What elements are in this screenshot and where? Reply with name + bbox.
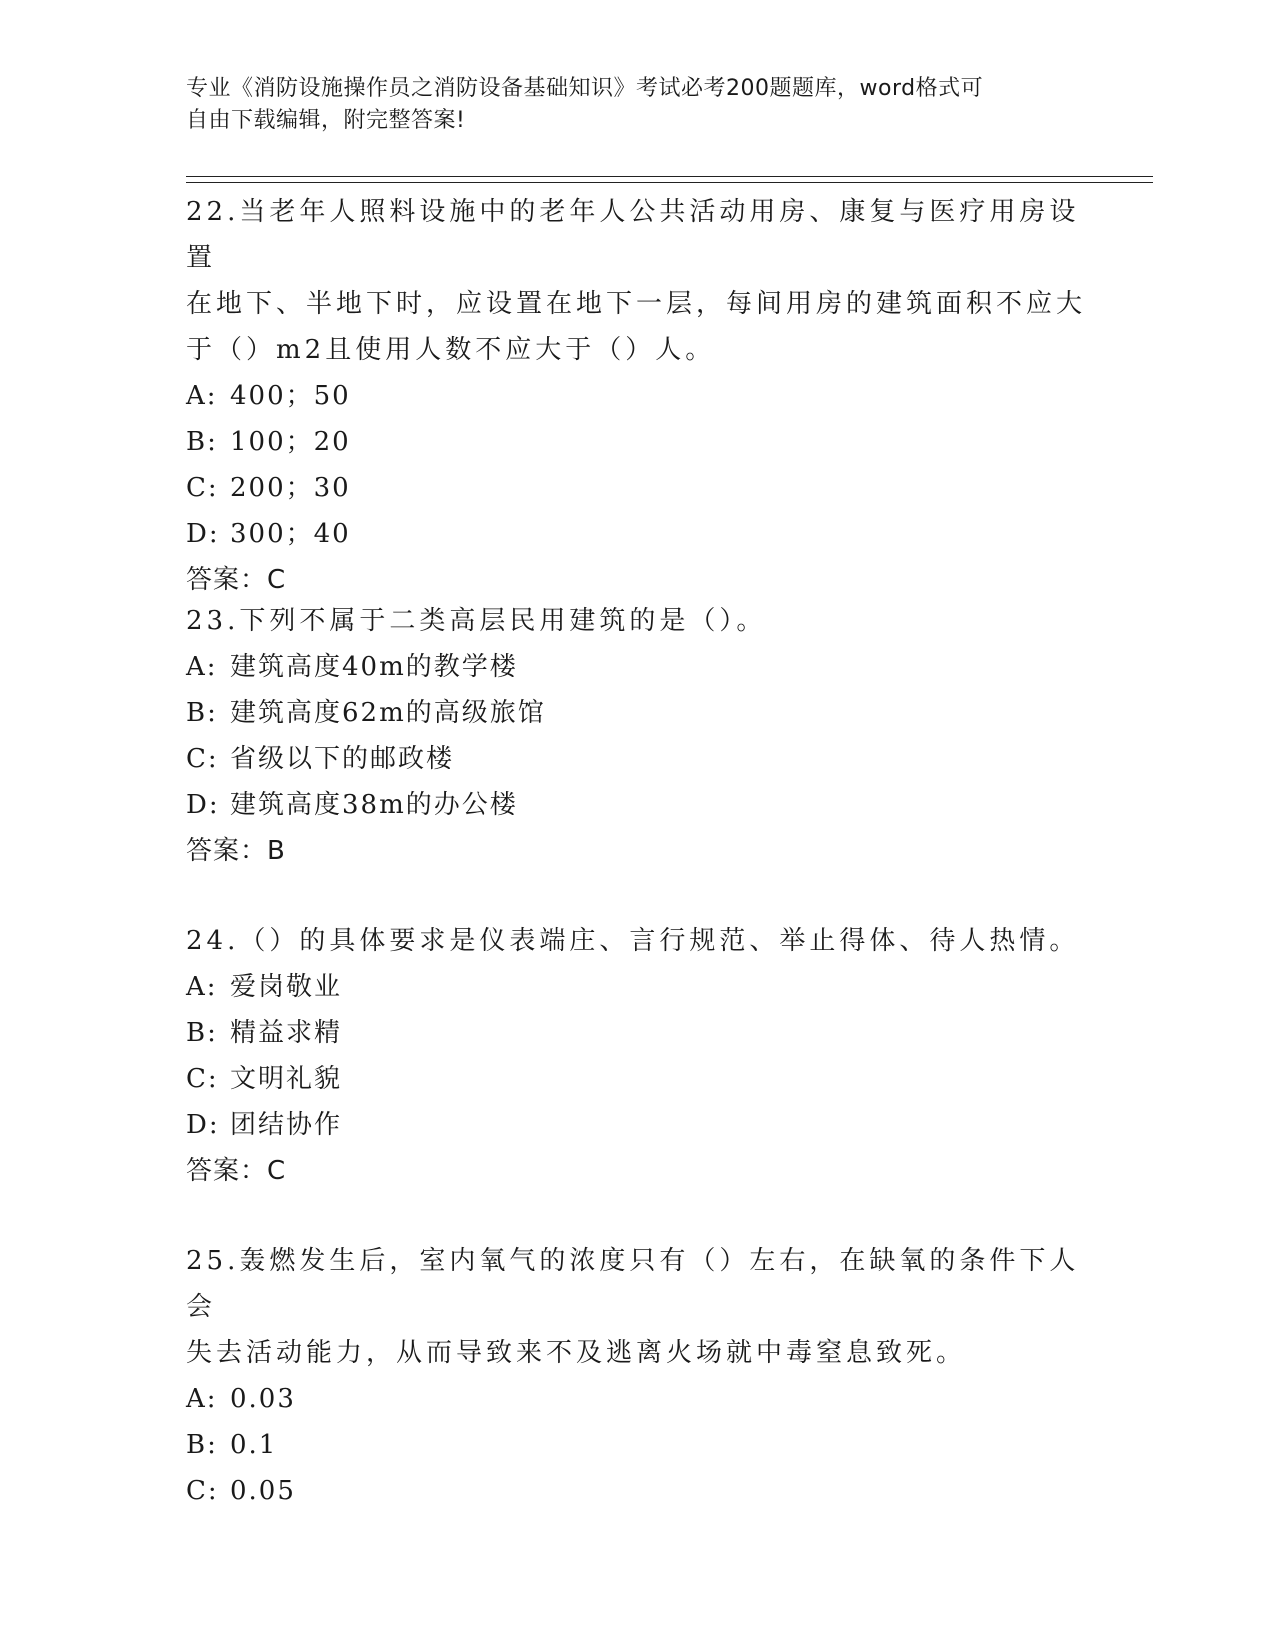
option-text: 建筑高度38m的办公楼 xyxy=(230,790,518,820)
option-letter: B: xyxy=(186,427,218,457)
option-d xyxy=(186,511,1086,557)
option-text: 0.03 xyxy=(230,1384,296,1414)
option-text: 100；20 xyxy=(230,427,351,457)
option-text: 0.05 xyxy=(230,1476,296,1506)
question-stem-line: 24.（）的具体要求是仪表端庄、言行规范、举止得体、待人热情。 xyxy=(186,926,1080,956)
question-23 xyxy=(186,598,1086,874)
option-letter: C: xyxy=(186,473,219,503)
option-letter: B: xyxy=(186,698,218,728)
question-stem-line: 22.当老年人照料设施中的老年人公共活动用房、康复与医疗用房设置 xyxy=(186,197,1080,273)
question-stem-line: 23.下列不属于二类高层民用建筑的是（）。 xyxy=(186,606,767,636)
option-c xyxy=(186,1468,1086,1514)
question-stem-line: 在地下、半地下时，应设置在地下一层，每间用房的建筑面积不应大 xyxy=(186,289,1087,319)
option-letter: D: xyxy=(186,1110,220,1140)
option-d xyxy=(186,782,1086,828)
option-letter: C: xyxy=(186,744,219,774)
option-letter: A: xyxy=(186,652,218,682)
option-c xyxy=(186,736,1086,782)
question-22 xyxy=(186,189,1086,603)
option-c xyxy=(186,1056,1086,1102)
option-text: 省级以下的邮政楼 xyxy=(230,744,455,774)
option-text: 建筑高度40m的教学楼 xyxy=(230,652,518,682)
option-a xyxy=(186,1376,1086,1422)
option-letter: A: xyxy=(186,972,218,1002)
option-a xyxy=(186,644,1086,690)
option-text: 精益求精 xyxy=(230,1018,343,1048)
option-text: 400；50 xyxy=(230,381,351,411)
option-text: 团结协作 xyxy=(230,1110,343,1140)
option-text: 0.1 xyxy=(230,1430,278,1460)
option-letter: B: xyxy=(186,1430,218,1460)
option-text: 200；30 xyxy=(230,473,351,503)
option-letter: A: xyxy=(186,381,218,411)
question-stem-line: 于（）m2且使用人数不应大于（）人。 xyxy=(186,335,716,365)
option-c xyxy=(186,465,1086,511)
question-25 xyxy=(186,1238,1086,1514)
option-a xyxy=(186,373,1086,419)
question-24 xyxy=(186,918,1086,1194)
document-header xyxy=(186,73,1066,137)
option-letter: C: xyxy=(186,1064,219,1094)
option-b xyxy=(186,419,1086,465)
answer: 答案：C xyxy=(186,1156,287,1186)
option-letter: D: xyxy=(186,790,220,820)
question-stem-line: 失去活动能力，从而导致来不及逃离火场就中毒窒息致死。 xyxy=(186,1338,967,1368)
option-text: 建筑高度62m的高级旅馆 xyxy=(230,698,546,728)
option-a xyxy=(186,964,1086,1010)
option-d xyxy=(186,1102,1086,1148)
option-text: 300；40 xyxy=(230,519,351,549)
answer: 答案：C xyxy=(186,565,287,595)
answer: 答案：B xyxy=(186,836,286,866)
option-b xyxy=(186,1010,1086,1056)
option-letter: C: xyxy=(186,1476,219,1506)
option-letter: A: xyxy=(186,1384,218,1414)
header-divider-bottom xyxy=(186,182,1153,183)
option-b xyxy=(186,690,1086,736)
option-text: 爱岗敬业 xyxy=(230,972,343,1002)
option-letter: B: xyxy=(186,1018,218,1048)
option-text: 文明礼貌 xyxy=(230,1064,343,1094)
header-line-2: 自由下载编辑，附完整答案! xyxy=(186,108,466,133)
option-letter: D: xyxy=(186,519,220,549)
question-stem-line: 25.轰燃发生后，室内氧气的浓度只有（）左右，在缺氧的条件下人会 xyxy=(186,1246,1080,1322)
header-divider-top xyxy=(186,176,1153,177)
option-b xyxy=(186,1422,1086,1468)
header-line-1: 专业《消防设施操作员之消防设备基础知识》考试必考200题题库，word格式可 xyxy=(186,76,984,101)
